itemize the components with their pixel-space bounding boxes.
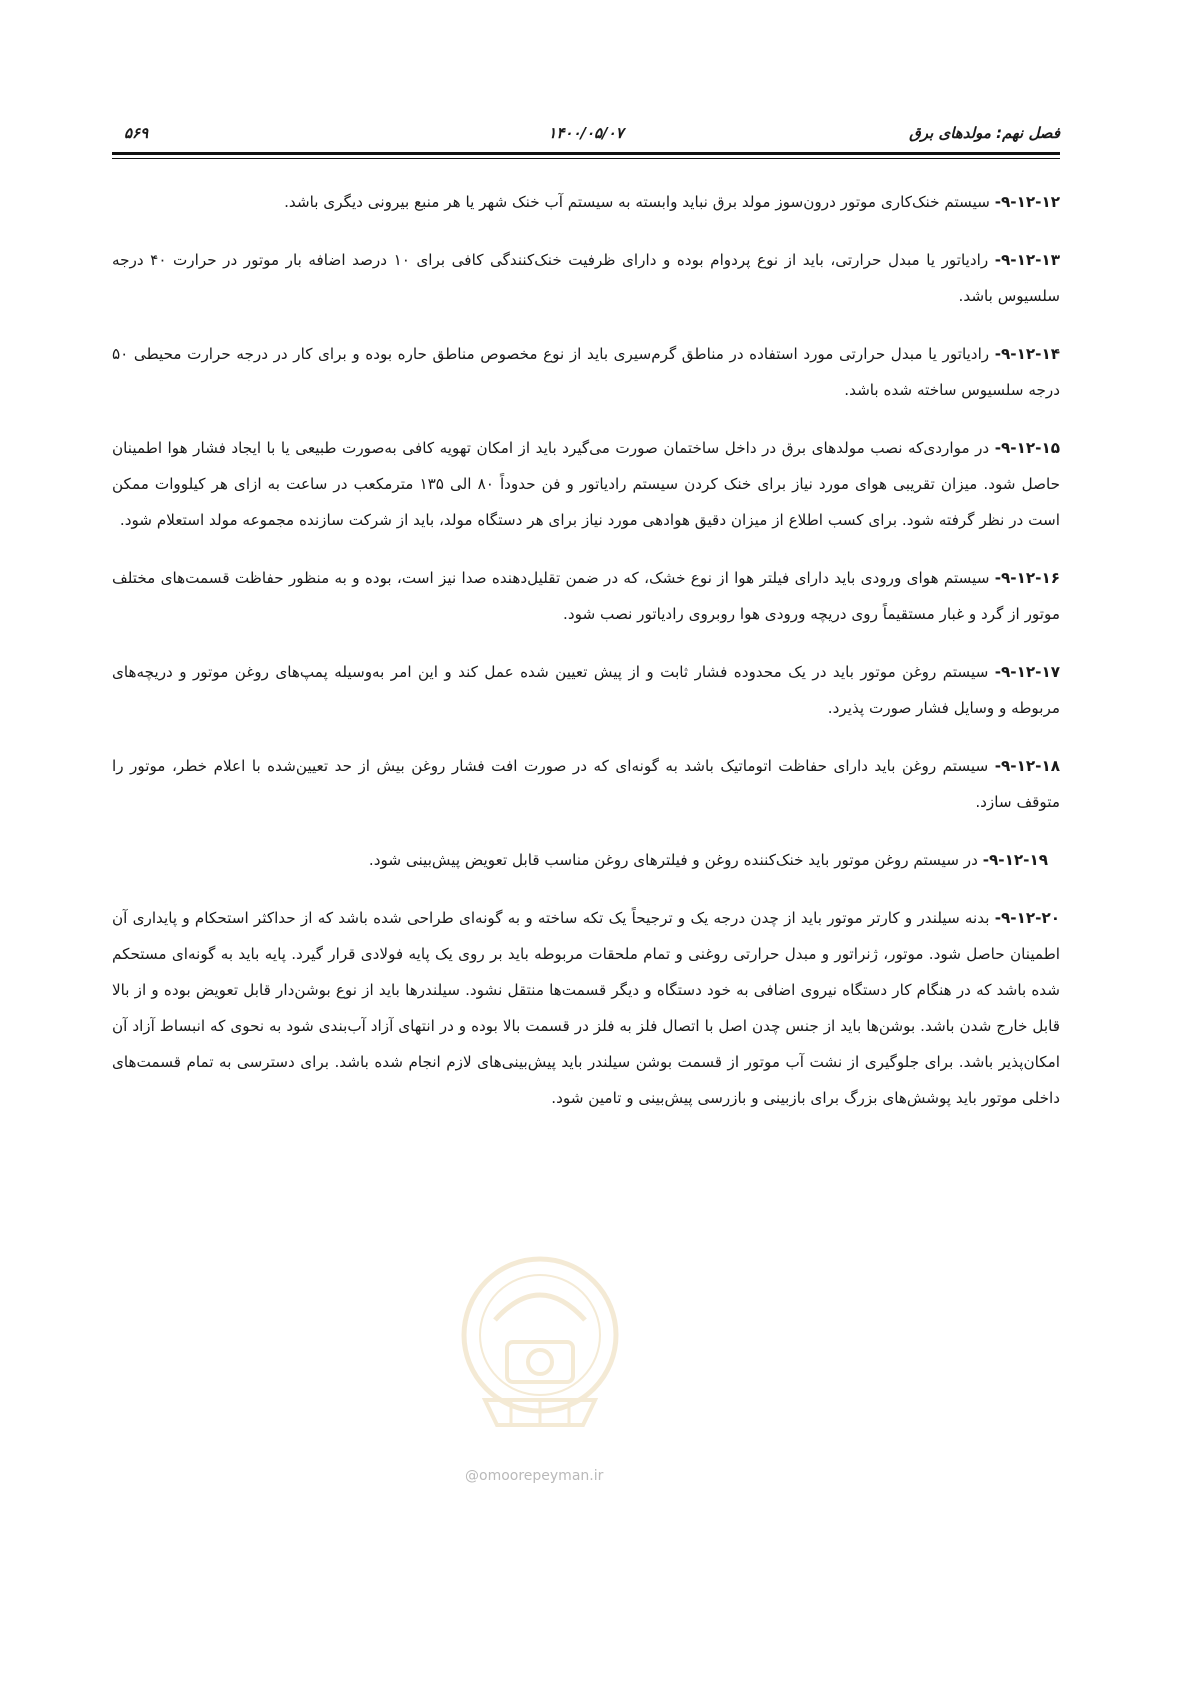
clause-number: ۹-۱۲-۱۷-: [994, 663, 1060, 681]
clause-number: ۹-۱۲-۱۹-: [982, 851, 1048, 869]
clause-text: رادیاتور یا مبدل حرارتی، باید از نوع پردوام بوده و دارای ظرفیت خنک‌کنندگی کافی برای ۱۰ درصد اضافه بار موتور در حرارت ۴۰ درجه سلسیوس باشد.: [112, 251, 1060, 305]
clause-text: سیستم روغن باید دارای حفاظت اتوماتیک باشد به گونه‌ای که در صورت افت فشار روغن بیش از حد تعیین‌شده با اعلام خطر، موتور را متوقف سازد.: [112, 757, 1060, 811]
clause-paragraph: [112, 560, 1060, 632]
watermark-text: @omoorepeyman.ir: [465, 1468, 604, 1484]
clause-paragraph: [112, 242, 1060, 314]
clause-text: سیستم خنک‌کاری موتور درون‌سوز مولد برق نباید وابسته به سیستم آب خنک شهر یا هر منبع بیرونی دیگری باشد.: [284, 193, 995, 211]
clause-text: در سیستم روغن موتور باید خنک‌کننده روغن و فیلترهای روغن مناسب قابل تعویض پیش‌بینی شود.: [368, 851, 983, 869]
clause-paragraph: [112, 900, 1060, 1116]
clause-number: ۹-۱۲-۱۳-: [994, 251, 1060, 269]
clause-paragraph: [112, 184, 1060, 220]
clause-paragraph: [112, 430, 1060, 538]
clause-paragraph: [112, 654, 1060, 726]
header-rule-thin: [112, 158, 1060, 159]
clause-number: ۹-۱۲-۱۲-: [994, 193, 1060, 211]
header-date: ۱۴۰۰/۰۵/۰۷: [548, 124, 624, 142]
clause-paragraph: [112, 336, 1060, 408]
clause-number: ۹-۱۲-۱۸-: [994, 757, 1060, 775]
clause-paragraph: [112, 748, 1060, 820]
clause-text: رادیاتور یا مبدل حرارتی مورد استفاده در مناطق گرم‌سیری باید از نوع مخصوص مناطق حاره بوده و برای کار در درجه حرارت محیطی ۵۰ درجه سلسیوس ساخته شده باشد.: [112, 345, 1060, 399]
header-rule-thick: [112, 152, 1060, 155]
chapter-title: فصل نهم: مولدهای برق: [909, 124, 1060, 142]
clause-text: سیستم هوای ورودی باید دارای فیلتر هوا از نوع خشک، که در ضمن تقلیل‌دهنده صدا نیز است، بوده و به منظور حفاظت قسمت‌های مختلف موتور از گرد و غبار مستقیماً روی دریچه ورودی هوا روبروی رادیاتور نصب شود.: [112, 569, 1060, 623]
company-seal-icon: [455, 1250, 625, 1460]
clause-paragraph: [112, 842, 1060, 878]
clause-number: ۹-۱۲-۱۵-: [994, 439, 1060, 457]
page-header: [112, 118, 1060, 148]
clause-number: ۹-۱۲-۱۶-: [994, 569, 1060, 587]
clause-text: بدنه سیلندر و کارتر موتور باید از چدن درجه یک و ترجیحاً یک تکه ساخته و به گونه‌ای طراحی شده باشد که از حداکثر استحکام و پایداری آن اطمینان حاصل شود. موتور، ژنراتور و مبدل حرارتی روغنی و تمام ملحقات مربوطه باید بر روی یک پایه فولادی قرار گیرد. پایه باید به گونه‌ای مستحکم شده باشد که در هنگام کار دستگاه نیروی اضافی به خود دستگاه و دیگر قسمت‌ها منتقل نشود. سیلندرها باید از نوع بوشن‌دار قابل تعویض بوده و از بالا قابل خارج شدن باشد. بوشن‌ها باید از جنس چدن اصل با اتصال فلز به فلز در قسمت بالا بوده و در انتهای آزاد آب‌بندی شود به نحوی که انبساط آزاد آن امکان‌پذیر باشد. برای جلوگیری از نشت آب موتور از قسمت بوشن سیلندر باید پیش‌بینی‌های لازم انجام شده باشد. برای دسترسی به تمام قسمت‌های داخلی موتور باید پوشش‌های بزرگ برای بازبینی و بازرسی پیش‌بینی و تامین شود.: [112, 909, 1060, 1107]
body-content: [112, 184, 1060, 1138]
clause-text: سیستم روغن موتور باید در یک محدوده فشار ثابت و از پیش تعیین شده عمل کند و این امر به‌وسیله پمپ‌های روغن موتور و دریچه‌های مربوطه و وسایل فشار صورت پذیرد.: [112, 663, 1060, 717]
clause-number: ۹-۱۲-۱۴-: [994, 345, 1060, 363]
page-number: ۵۶۹: [124, 124, 149, 142]
clause-number: ۹-۱۲-۲۰-: [994, 909, 1060, 927]
clause-text: در مواردی‌که نصب مولدهای برق در داخل ساختمان صورت می‌گیرد باید از امکان تهویه کافی به‌صورت طبیعی یا با ایجاد فشار هوا اطمینان حاصل شود. میزان تقریبی هوای مورد نیاز برای خنک کردن سیستم رادیاتور و فن حدوداً ۸۰ الی ۱۳۵ مترمکعب در ساعت به ازای هر کیلووات ممکن است در نظر گرفته شود. برای کسب اطلاع از میزان دقیق هوادهی مورد نیاز برای هر دستگاه مولد، باید از شرکت سازنده مجموعه مولد استعلام شود.: [112, 439, 1060, 529]
